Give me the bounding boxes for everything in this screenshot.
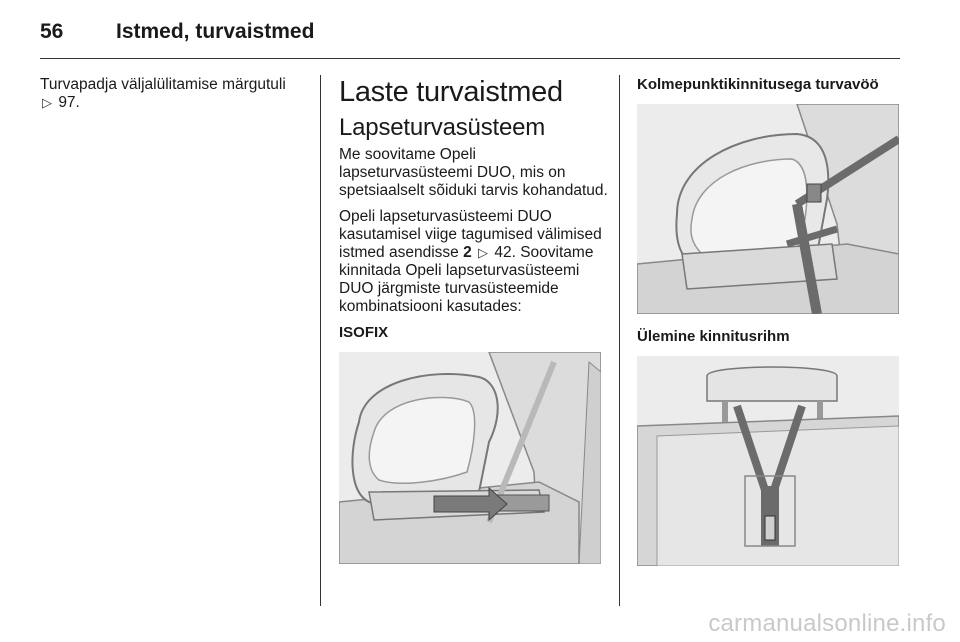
three-point-belt-label: Kolmepunktikinnitusega turvavöö	[637, 76, 879, 93]
section-title: Istmed, turvaistmed	[116, 20, 315, 43]
airbag-indicator-label: Turvapadja väljalülitamise märgutuli	[40, 76, 286, 93]
airbag-indicator-text	[40, 76, 310, 112]
isofix-label: ISOFIX	[339, 324, 389, 341]
page-reference-icon: ▷	[42, 95, 52, 110]
page-reference[interactable]: 97.	[58, 94, 80, 111]
page-number: 56	[40, 20, 64, 43]
top-tether-illustration	[637, 356, 899, 566]
seat-position-number: 2	[463, 244, 472, 261]
column-divider-right	[619, 75, 620, 606]
header-rule	[40, 58, 900, 59]
isofix-illustration	[339, 352, 601, 564]
paragraph-installation-text: Opeli lapseturvasüsteemi DUO kasutamisel viige tagumised välimised istmed asendisse	[339, 208, 602, 261]
page-reference[interactable]: 42.	[494, 244, 516, 261]
chapter-title: Laste turvaistmed	[339, 76, 563, 108]
column-divider-left	[320, 75, 321, 606]
paragraph-recommendation: Me soovitame Opeli lapseturvasüsteemi DUO, mis on spetsiaalselt sõiduki tarvis kohandatud.	[339, 146, 608, 199]
column-right	[637, 76, 902, 566]
paragraph-combination-text: Soovitame kinnitada Opeli lapseturvasüsteemi DUO järgmiste turvasüsteemide kombinatsiooni kasutades:	[339, 244, 594, 315]
subsection-title: Lapseturvasüsteem	[339, 114, 546, 141]
column-left	[40, 76, 310, 120]
watermark: carmanualsonline.info	[708, 610, 946, 637]
page-reference-icon: ▷	[478, 245, 489, 260]
top-tether-label: Ülemine kinnitusrihm	[637, 328, 790, 345]
paragraph-installation	[339, 208, 609, 316]
column-middle	[339, 76, 609, 564]
three-point-belt-illustration	[637, 104, 899, 314]
